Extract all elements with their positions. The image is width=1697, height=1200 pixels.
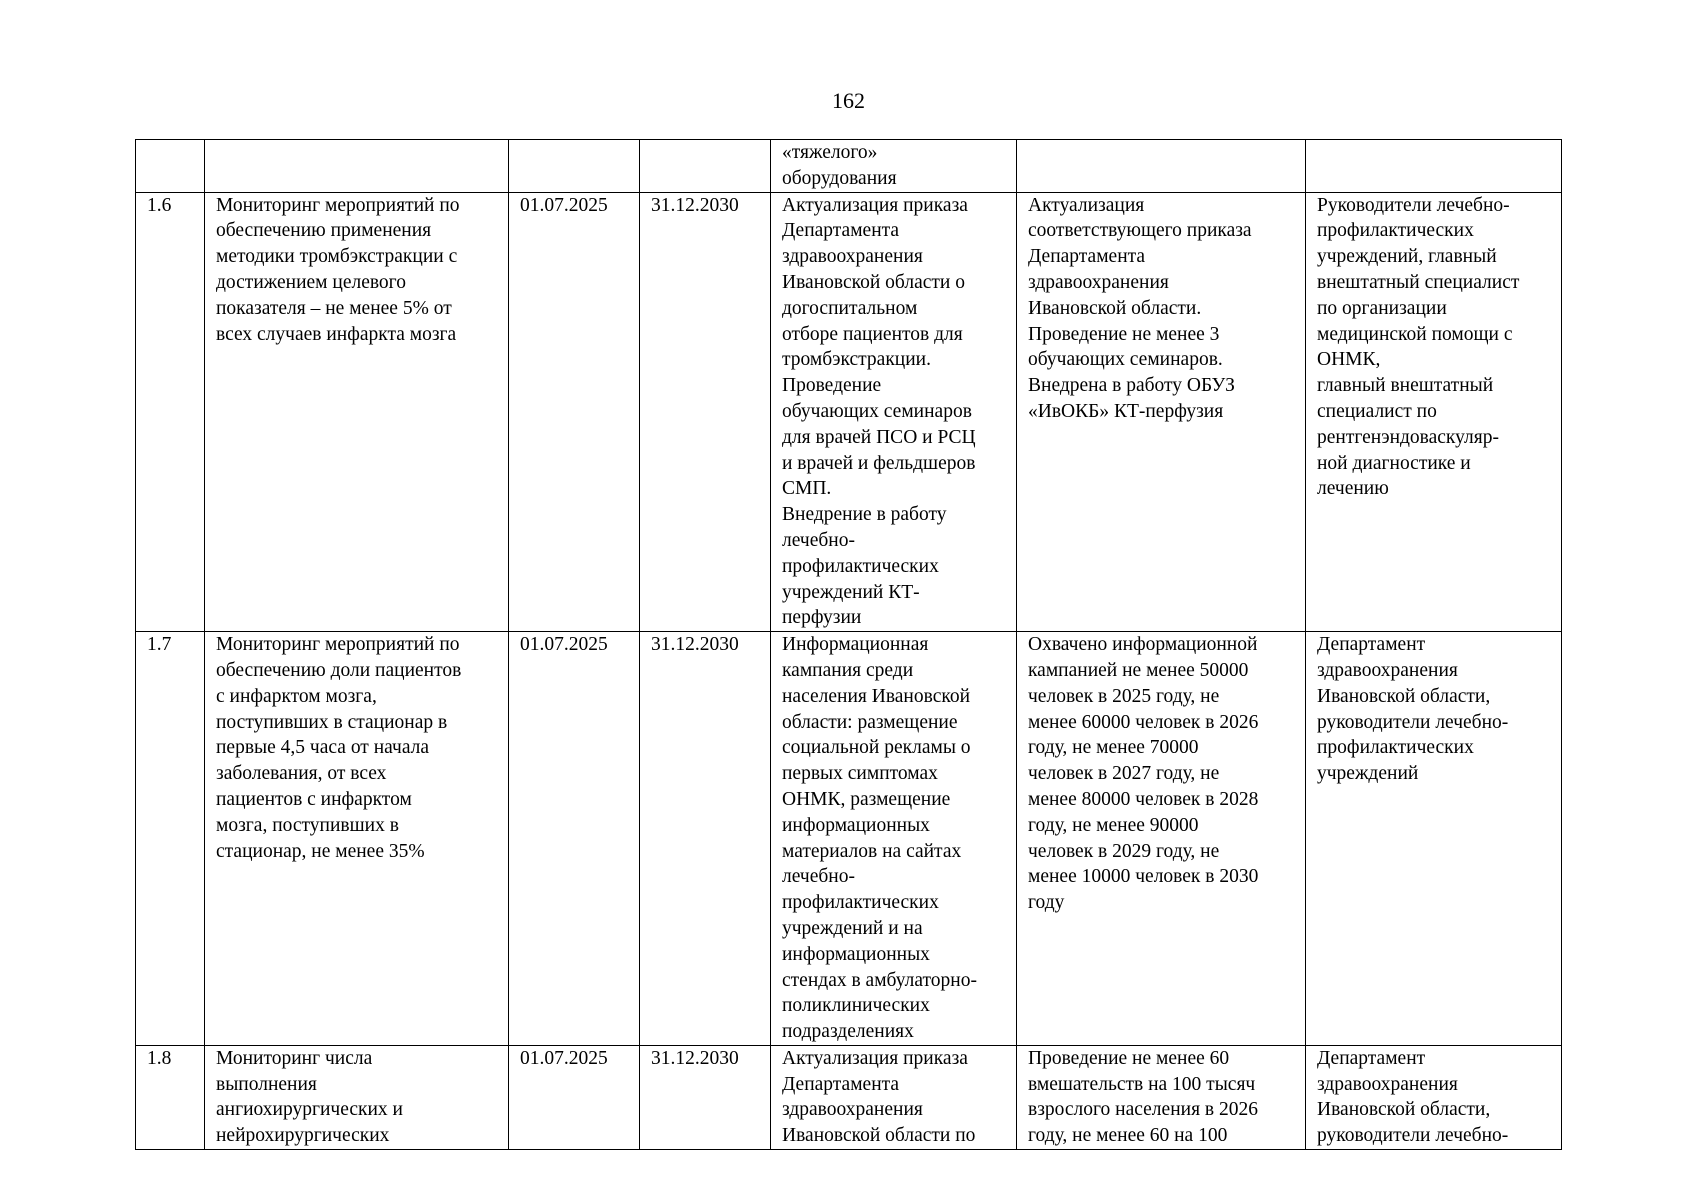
cell-end-date: 31.12.2030 — [640, 632, 771, 1046]
cell-responsible: Руководители лечебно- профилактических учреждений, главный внештатный специалист по организации медицинской помощи с ОНМК, главный внештатный специалист по рентгенэндоваскуляр- ной диагностике и лечению — [1306, 192, 1562, 632]
activity-table — [135, 139, 1562, 1150]
cell-responsible: Департамент здравоохранения Ивановской области, руководители лечебно- профилактических учреждений — [1306, 632, 1562, 1046]
table-row — [136, 1045, 1562, 1149]
table-row — [136, 192, 1562, 632]
cell-start-date — [509, 140, 640, 193]
cell-result: Проведение не менее 60 вмешательств на 100 тысяч взрослого населения в 2026 году, не менее 60 на 100 — [1017, 1045, 1306, 1149]
cell-end-date: 31.12.2030 — [640, 192, 771, 632]
table-row — [136, 140, 1562, 193]
cell-result: Охвачено информационной кампанией не менее 50000 человек в 2025 году, не менее 60000 человек в 2026 году, не менее 70000 человек в 2027 году, не менее 80000 человек в 2028 году, не менее 90000 человек в 2029 году, не менее 10000 человек в 2030 году — [1017, 632, 1306, 1046]
cell-number — [136, 140, 205, 193]
cell-responsible: Департамент здравоохранения Ивановской области, руководители лечебно- — [1306, 1045, 1562, 1149]
cell-title — [205, 140, 509, 193]
cell-number: 1.6 — [136, 192, 205, 632]
table-row — [136, 632, 1562, 1046]
cell-start-date: 01.07.2025 — [509, 1045, 640, 1149]
cell-end-date — [640, 140, 771, 193]
cell-actions: Актуализация приказа Департамента здравоохранения Ивановской области по — [771, 1045, 1017, 1149]
cell-title: Мониторинг мероприятий по обеспечению применения методики тромбэкстракции с достижением целевого показателя – не менее 5% от всех случаев инфаркта мозга — [205, 192, 509, 632]
cell-result: Актуализация соответствующего приказа Департамента здравоохранения Ивановской области. Проведение не менее 3 обучающих семинаров. Внедрена в работу ОБУЗ «ИвОКБ» КТ-перфузия — [1017, 192, 1306, 632]
cell-actions: Актуализация приказа Департамента здравоохранения Ивановской области о догоспитальном отборе пациентов для тромбэкстракции. Проведение обучающих семинаров для врачей ПСО и РСЦ и врачей и фельдшеров СМП. Внедрение в работу лечебно- профилактических учреждений КТ- перфузии — [771, 192, 1017, 632]
cell-title: Мониторинг мероприятий по обеспечению доли пациентов с инфарктом мозга, поступивших в стационар в первые 4,5 часа от начала заболевания, от всех пациентов с инфарктом мозга, поступивших в стационар, не менее 35% — [205, 632, 509, 1046]
cell-start-date: 01.07.2025 — [509, 192, 640, 632]
cell-responsible — [1306, 140, 1562, 193]
cell-start-date: 01.07.2025 — [509, 632, 640, 1046]
cell-number: 1.7 — [136, 632, 205, 1046]
cell-actions: «тяжелого» оборудования — [771, 140, 1017, 193]
cell-number: 1.8 — [136, 1045, 205, 1149]
page-number: 162 — [832, 88, 865, 113]
cell-end-date: 31.12.2030 — [640, 1045, 771, 1149]
cell-actions: Информационная кампания среди населения Ивановской области: размещение социальной рекламы о первых симптомах ОНМК, размещение информационных материалов на сайтах лечебно- профилактических учреждений и на информационных стендах в амбулаторно- поликлинических подразделениях — [771, 632, 1017, 1046]
cell-result — [1017, 140, 1306, 193]
cell-title: Мониторинг числа выполнения ангиохирургических и нейрохирургических — [205, 1045, 509, 1149]
